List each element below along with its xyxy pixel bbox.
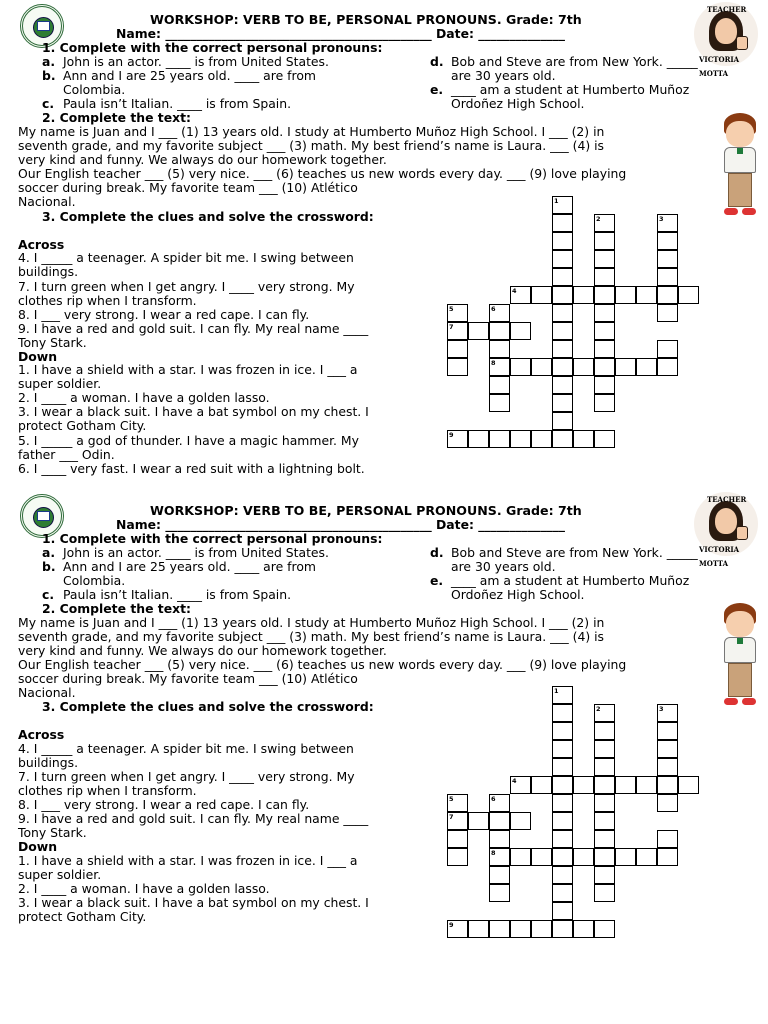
crossword-cell[interactable] <box>552 430 573 448</box>
crossword-cell[interactable] <box>594 740 615 758</box>
crossword-cell[interactable] <box>594 358 615 376</box>
crossword-cell[interactable] <box>552 394 573 412</box>
crossword-cell[interactable] <box>489 812 510 830</box>
crossword-clue-number: 8 <box>491 849 496 857</box>
clue-across-4: 4. I _____ a teenager. A spider bit me. I swing between <box>18 250 354 265</box>
item-e-text-2: Ordoñez High School. <box>451 96 585 111</box>
crossword-cell[interactable] <box>510 920 531 938</box>
crossword-clue-number: 6 <box>491 305 496 313</box>
crossword-cell[interactable] <box>510 430 531 448</box>
crossword-cell[interactable] <box>447 430 468 448</box>
text-line-3: very kind and funny. We always do our homework together. <box>18 152 387 167</box>
student-boy-illustration <box>718 603 762 707</box>
clue-across-9-b: Tony Stark. <box>18 335 87 350</box>
crossword-cell[interactable] <box>489 848 510 866</box>
crossword-cell[interactable] <box>510 848 531 866</box>
crossword-cell[interactable] <box>447 304 468 322</box>
item-a-letter: a. <box>42 545 56 560</box>
crossword-cell[interactable] <box>594 214 615 232</box>
clue-across-7-b: clothes rip when I transform. <box>18 293 197 308</box>
text-line-4: Our English teacher ___ (5) very nice. ___ (6) teaches us new words every day. ___ (9) love playing <box>18 166 627 181</box>
section3-heading: 3. Complete the clues and solve the crossword: <box>42 209 374 224</box>
clue-across-7-b: clothes rip when I transform. <box>18 783 197 798</box>
crossword-cell[interactable] <box>489 920 510 938</box>
crossword-cell[interactable] <box>552 758 573 776</box>
crossword-cell[interactable] <box>552 250 573 268</box>
crossword-clue-number: 4 <box>512 777 517 785</box>
crossword-cell[interactable] <box>552 812 573 830</box>
crossword-clue-number: 5 <box>449 795 454 803</box>
item-d-letter: d. <box>430 54 444 69</box>
crossword-cell[interactable] <box>552 232 573 250</box>
item-c-text: Paula isn’t Italian. ____ is from Spain. <box>63 587 292 602</box>
crossword-cell[interactable] <box>594 866 615 884</box>
text-line-4: Our English teacher ___ (5) very nice. ___ (6) teaches us new words every day. ___ (9) love playing <box>18 657 627 672</box>
crossword-cell[interactable] <box>447 794 468 812</box>
item-e-text-2: Ordoñez High School. <box>451 587 585 602</box>
name-date-line: Name: ___________________________________________ Date: ______________ <box>116 517 566 532</box>
section2-heading: 2. Complete the text: <box>42 110 191 125</box>
clue-across-7: 7. I turn green when I get angry. I ____ very strong. My <box>18 769 355 784</box>
crossword-cell[interactable] <box>636 358 657 376</box>
crossword-cell[interactable] <box>447 340 468 358</box>
item-c-letter: c. <box>42 96 55 111</box>
crossword-cell[interactable] <box>531 430 552 448</box>
crossword-cell[interactable] <box>510 322 531 340</box>
crossword-clue-number: 7 <box>449 323 454 331</box>
crossword-cell[interactable] <box>573 920 594 938</box>
crossword-cell[interactable] <box>552 196 573 214</box>
across-heading: Across <box>18 237 65 252</box>
text-line-2: seventh grade, and my favorite subject ___ (3) math. My best friend’s name is Laura. ___ (4) is <box>18 629 605 644</box>
crossword-cell[interactable] <box>678 286 699 304</box>
clue-across-8: 8. I ___ very strong. I wear a red cape. I can fly. <box>18 797 310 812</box>
crossword-cell[interactable] <box>615 848 636 866</box>
clue-across-9-b: Tony Stark. <box>18 825 87 840</box>
item-b-text-2: Colombia. <box>63 82 126 97</box>
item-d-text: Bob and Steve are from New York. _____ <box>451 545 698 560</box>
crossword-clue-number: 3 <box>659 215 664 223</box>
crossword-cell[interactable] <box>489 322 510 340</box>
text-line-1: My name is Juan and I ___ (1) 13 years old. I study at Humberto Muñoz High School. I ___ (2) in <box>18 124 605 139</box>
crossword-cell[interactable] <box>531 848 552 866</box>
crossword-cell[interactable] <box>657 740 678 758</box>
crossword-cell[interactable] <box>594 884 615 902</box>
name-date-line: Name: ___________________________________________ Date: ______________ <box>116 26 566 41</box>
crossword-cell[interactable] <box>573 358 594 376</box>
crossword-clue-number: 6 <box>491 795 496 803</box>
text-line-6: Nacional. <box>18 194 76 209</box>
item-a-text: John is an actor. ____ is from United States. <box>63 54 329 69</box>
item-a-letter: a. <box>42 54 56 69</box>
crossword-cell[interactable] <box>594 394 615 412</box>
crossword-cell[interactable] <box>447 920 468 938</box>
crossword-cell[interactable] <box>657 250 678 268</box>
text-line-5: soccer during break. My favorite team ___ (10) Atlético <box>18 180 358 195</box>
crossword-cell[interactable] <box>594 704 615 722</box>
crossword-cell[interactable] <box>489 866 510 884</box>
section1-heading: 1. Complete with the correct personal pronouns: <box>42 40 383 55</box>
text-line-6: Nacional. <box>18 685 76 700</box>
crossword-cell[interactable] <box>531 286 552 304</box>
crossword-cell[interactable] <box>594 376 615 394</box>
crossword-cell[interactable] <box>468 322 489 340</box>
crossword-cell[interactable] <box>594 304 615 322</box>
clue-across-9: 9. I have a red and gold suit. I can fly. My real name ____ <box>18 321 369 336</box>
crossword-cell[interactable] <box>615 358 636 376</box>
crossword-clue-number: 9 <box>449 921 454 929</box>
crossword-cell[interactable] <box>510 358 531 376</box>
crossword-cell[interactable] <box>657 268 678 286</box>
crossword-cell[interactable] <box>657 232 678 250</box>
crossword-cell[interactable] <box>657 704 678 722</box>
item-b-text: Ann and I are 25 years old. ____ are from <box>63 68 316 83</box>
crossword-cell[interactable] <box>552 776 573 794</box>
crossword-cell[interactable] <box>657 830 678 848</box>
clue-across-7: 7. I turn green when I get angry. I ____ very strong. My <box>18 279 355 294</box>
clue-down-3-b: protect Gotham City. <box>18 418 147 433</box>
crossword-cell[interactable] <box>552 412 573 430</box>
crossword-cell[interactable] <box>552 340 573 358</box>
crossword-cell[interactable] <box>552 722 573 740</box>
item-b-text-2: Colombia. <box>63 573 126 588</box>
crossword-cell[interactable] <box>552 830 573 848</box>
crossword-clue-number: 1 <box>554 687 559 695</box>
crossword-clue-number: 4 <box>512 287 517 295</box>
crossword-cell[interactable] <box>594 920 615 938</box>
item-d-letter: d. <box>430 545 444 560</box>
item-e-text: ____ am a student at Humberto Muñoz <box>451 82 690 97</box>
across-heading: Across <box>18 727 65 742</box>
crossword-cell[interactable] <box>594 430 615 448</box>
crossword-cell[interactable] <box>510 812 531 830</box>
crossword-cell[interactable] <box>594 758 615 776</box>
crossword-clue-number: 2 <box>596 215 601 223</box>
text-line-5: soccer during break. My favorite team ___ (10) Atlético <box>18 671 358 686</box>
crossword-cell[interactable] <box>594 722 615 740</box>
section1-heading: 1. Complete with the correct personal pronouns: <box>42 531 383 546</box>
crossword-cell[interactable] <box>594 776 615 794</box>
crossword-cell[interactable] <box>552 884 573 902</box>
crossword-cell[interactable] <box>657 340 678 358</box>
item-b-letter: b. <box>42 68 56 83</box>
crossword-cell[interactable] <box>657 758 678 776</box>
teacher-badge-logo: TEACHER VICTORIA MOTTA <box>694 492 758 556</box>
down-heading: Down <box>18 349 58 364</box>
crossword-cell[interactable] <box>552 740 573 758</box>
crossword-cell[interactable] <box>447 830 468 848</box>
item-b-letter: b. <box>42 559 56 574</box>
crossword-cell[interactable] <box>657 214 678 232</box>
crossword-cell[interactable] <box>573 286 594 304</box>
crossword-cell[interactable] <box>489 376 510 394</box>
worksheet-title: WORKSHOP: VERB TO BE, PERSONAL PRONOUNS. Grade: 7th <box>150 503 582 518</box>
crossword-cell[interactable] <box>657 776 678 794</box>
clue-down-3: 3. I wear a black suit. I have a bat symbol on my chest. I <box>18 404 369 419</box>
student-boy-illustration <box>718 113 762 217</box>
section3-heading: 3. Complete the clues and solve the crossword: <box>42 699 374 714</box>
crossword-cell[interactable] <box>510 776 531 794</box>
crossword-cell[interactable] <box>552 304 573 322</box>
clue-down-2: 2. I ____ a woman. I have a golden lasso. <box>18 881 270 896</box>
crossword-cell[interactable] <box>552 214 573 232</box>
crossword-cell[interactable] <box>489 340 510 358</box>
crossword-cell[interactable] <box>489 430 510 448</box>
crossword-cell[interactable] <box>489 830 510 848</box>
crossword-cell[interactable] <box>552 286 573 304</box>
crossword-clue-number: 9 <box>449 431 454 439</box>
text-line-1: My name is Juan and I ___ (1) 13 years old. I study at Humberto Muñoz High School. I ___ (2) in <box>18 615 605 630</box>
clue-down-3-b: protect Gotham City. <box>18 909 147 924</box>
crossword-cell[interactable] <box>489 304 510 322</box>
crossword-clue-number: 1 <box>554 197 559 205</box>
section2-heading: 2. Complete the text: <box>42 601 191 616</box>
crossword-cell[interactable] <box>594 232 615 250</box>
item-d-text: Bob and Steve are from New York. _____ <box>451 54 698 69</box>
crossword-cell[interactable] <box>468 812 489 830</box>
crossword-cell[interactable] <box>573 776 594 794</box>
clue-down-1: 1. I have a shield with a star. I was frozen in ice. I ___ a <box>18 362 358 377</box>
crossword-cell[interactable] <box>636 776 657 794</box>
crossword-cell[interactable] <box>657 722 678 740</box>
crossword-cell[interactable] <box>447 812 468 830</box>
down-heading: Down <box>18 839 58 854</box>
crossword-cell[interactable] <box>552 376 573 394</box>
text-line-2: seventh grade, and my favorite subject ___ (3) math. My best friend’s name is Laura. ___ (4) is <box>18 138 605 153</box>
crossword-cell[interactable] <box>489 358 510 376</box>
crossword-cell[interactable] <box>468 920 489 938</box>
crossword-cell[interactable] <box>552 686 573 704</box>
crossword-clue-number: 5 <box>449 305 454 313</box>
clue-across-4-b: buildings. <box>18 755 79 770</box>
crossword-cell[interactable] <box>510 286 531 304</box>
crossword-cell[interactable] <box>594 268 615 286</box>
crossword-cell[interactable] <box>447 322 468 340</box>
crossword-cell[interactable] <box>678 776 699 794</box>
crossword-cell[interactable] <box>615 776 636 794</box>
crossword-clue-number: 7 <box>449 813 454 821</box>
clue-down-6: 6. I ____ very fast. I wear a red suit with a lightning bolt. <box>18 461 365 476</box>
crossword-cell[interactable] <box>657 794 678 812</box>
item-c-text: Paula isn’t Italian. ____ is from Spain. <box>63 96 292 111</box>
crossword-cell[interactable] <box>594 794 615 812</box>
crossword-clue-number: 2 <box>596 705 601 713</box>
crossword-cell[interactable] <box>657 848 678 866</box>
crossword-cell[interactable] <box>615 286 636 304</box>
clue-down-1: 1. I have a shield with a star. I was frozen in ice. I ___ a <box>18 853 358 868</box>
teacher-badge-logo: TEACHER VICTORIA MOTTA <box>694 2 758 66</box>
crossword-cell[interactable] <box>594 830 615 848</box>
item-a-text: John is an actor. ____ is from United States. <box>63 545 329 560</box>
item-d-text-2: are 30 years old. <box>451 559 556 574</box>
item-b-text: Ann and I are 25 years old. ____ are from <box>63 559 316 574</box>
item-c-letter: c. <box>42 587 55 602</box>
crossword-cell[interactable] <box>489 884 510 902</box>
crossword-cell[interactable] <box>573 848 594 866</box>
crossword-cell[interactable] <box>552 704 573 722</box>
crossword-cell[interactable] <box>594 340 615 358</box>
clue-down-1-b: super soldier. <box>18 867 102 882</box>
text-line-3: very kind and funny. We always do our homework together. <box>18 643 387 658</box>
clue-across-9: 9. I have a red and gold suit. I can fly. My real name ____ <box>18 811 369 826</box>
crossword-cell[interactable] <box>531 776 552 794</box>
crossword-cell[interactable] <box>552 268 573 286</box>
clue-down-1-b: super soldier. <box>18 376 102 391</box>
crossword-cell[interactable] <box>594 322 615 340</box>
crossword-cell[interactable] <box>552 866 573 884</box>
crossword-cell[interactable] <box>573 430 594 448</box>
crossword-cell[interactable] <box>636 848 657 866</box>
clue-down-5-b: father ___ Odin. <box>18 447 115 462</box>
crossword-cell[interactable] <box>657 304 678 322</box>
crossword-cell[interactable] <box>552 322 573 340</box>
worksheet-title: WORKSHOP: VERB TO BE, PERSONAL PRONOUNS. Grade: 7th <box>150 12 582 27</box>
crossword-cell[interactable] <box>447 848 468 866</box>
clue-down-5: 5. I _____ a god of thunder. I have a magic hammer. My <box>18 433 359 448</box>
item-e-text: ____ am a student at Humberto Muñoz <box>451 573 690 588</box>
clue-across-4-b: buildings. <box>18 264 79 279</box>
crossword-cell[interactable] <box>552 794 573 812</box>
crossword-cell[interactable] <box>552 358 573 376</box>
crossword-cell[interactable] <box>594 286 615 304</box>
crossword-cell[interactable] <box>489 794 510 812</box>
crossword-cell[interactable] <box>552 920 573 938</box>
crossword-cell[interactable] <box>594 848 615 866</box>
crossword-cell[interactable] <box>657 286 678 304</box>
crossword-clue-number: 3 <box>659 705 664 713</box>
clue-down-2: 2. I ____ a woman. I have a golden lasso. <box>18 390 270 405</box>
crossword-cell[interactable] <box>552 848 573 866</box>
clue-across-8: 8. I ___ very strong. I wear a red cape. I can fly. <box>18 307 310 322</box>
crossword-cell[interactable] <box>531 358 552 376</box>
crossword-cell[interactable] <box>552 902 573 920</box>
crossword-cell[interactable] <box>489 394 510 412</box>
crossword-cell[interactable] <box>636 286 657 304</box>
crossword-cell[interactable] <box>447 358 468 376</box>
crossword-cell[interactable] <box>531 920 552 938</box>
item-d-text-2: are 30 years old. <box>451 68 556 83</box>
crossword-cell[interactable] <box>594 812 615 830</box>
crossword-cell[interactable] <box>657 358 678 376</box>
clue-across-4: 4. I _____ a teenager. A spider bit me. I swing between <box>18 741 354 756</box>
crossword-clue-number: 8 <box>491 359 496 367</box>
clue-down-3: 3. I wear a black suit. I have a bat symbol on my chest. I <box>18 895 369 910</box>
item-e-letter: e. <box>430 82 444 97</box>
crossword-cell[interactable] <box>468 430 489 448</box>
crossword-cell[interactable] <box>594 250 615 268</box>
item-e-letter: e. <box>430 573 444 588</box>
